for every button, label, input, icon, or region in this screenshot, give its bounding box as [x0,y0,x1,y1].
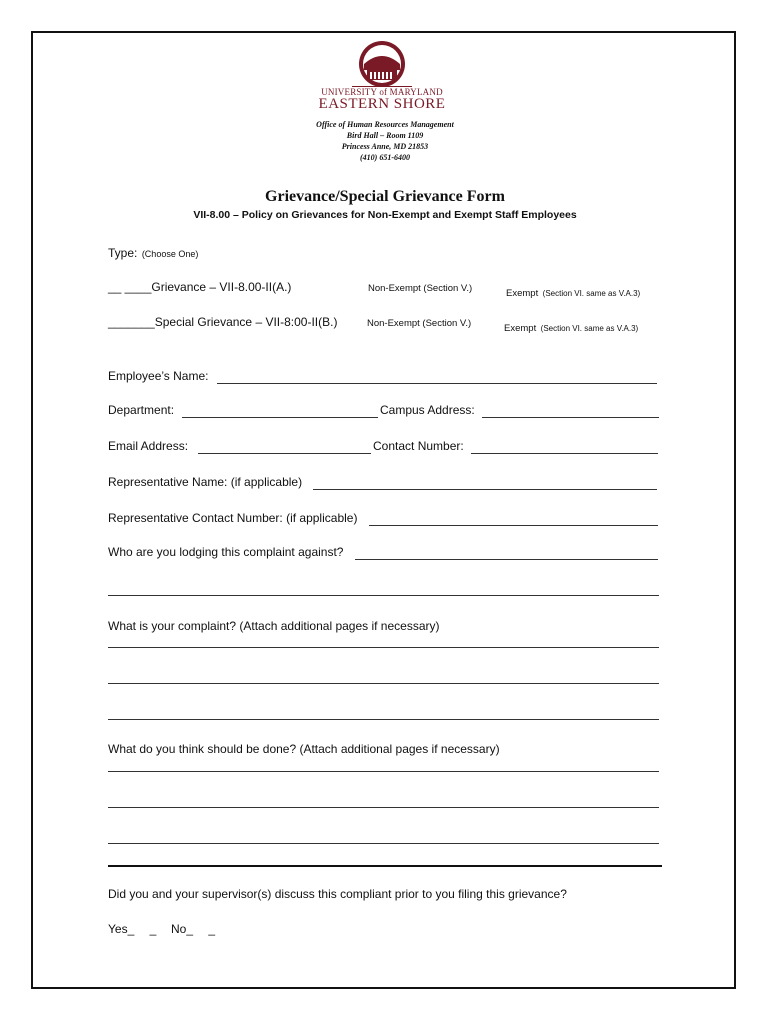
rep-name-field[interactable] [313,489,657,490]
logo-university-text: UNIVERSITY of MARYLAND [321,87,443,97]
form-title: Grievance/Special Grievance Form [265,188,505,205]
special-blank[interactable]: ______ [108,315,149,329]
type-hint: (Choose One) [141,249,199,259]
grievance-label: _Grievance – VII-8.00-II(A.) [144,280,292,294]
contact-number-label: Contact Number: [373,439,464,453]
campus-address-field[interactable] [482,417,659,418]
email-label: Email Address: [108,439,189,453]
against-field-line-2[interactable] [108,595,659,596]
done-field-line-1[interactable] [108,771,659,772]
done-field-line-2[interactable] [108,807,659,808]
discuss-question: Did you and your supervisor(s) discuss this compliant prior to you filing this grievance? [108,887,567,901]
grievance-nonexempt: Non-Exempt (Section V.) [368,283,473,294]
no-blank[interactable]: _ [208,922,216,936]
employee-name-field[interactable] [217,383,657,384]
type-label: Type: [108,246,138,260]
against-field[interactable] [355,559,658,560]
office-name: Office of Human Resources Management [316,120,454,129]
department-field[interactable] [182,417,378,418]
yes-option[interactable] [108,922,156,936]
grievance-exempt-word: Exempt [506,288,539,299]
campus-address-label: Campus Address: [380,403,475,417]
yes-label: Yes_ [108,922,135,936]
section-divider [108,865,662,867]
special-exempt-word: Exempt [504,323,537,334]
complaint-field-line-1[interactable] [108,647,659,648]
grievance-exempt-note: (Section VI. same as V.A.3) [542,289,641,298]
form-subtitle: VII-8.00 – Policy on Grievances for Non-Exempt and Exempt Staff Employees [193,209,577,221]
no-option[interactable] [171,922,215,936]
page-border [31,31,736,989]
university-logo [312,40,452,114]
complaint-label: What is your complaint? (Attach additional pages if necessary) [108,619,440,633]
logo-eastern-shore-text: EASTERN SHORE [318,96,446,112]
special-nonexempt: Non-Exempt (Section V.) [367,318,472,329]
office-city: Princess Anne, MD 21853 [341,142,429,151]
against-label: Who are you lodging this complaint against? [108,545,344,559]
yes-blank[interactable]: _ [149,922,157,936]
rep-contact-label: Representative Contact Number: (if applicable) [108,511,358,525]
grievance-blank[interactable]: __ ___ [108,280,145,294]
complaint-field-line-2[interactable] [108,683,659,684]
dome-building-icon [312,40,452,88]
no-label: No_ [171,922,194,936]
grievance-exempt [506,283,640,301]
office-building: Bird Hall – Room 1109 [346,131,424,140]
special-exempt-note: (Section VI. same as V.A.3) [540,324,639,333]
special-exempt [504,318,638,336]
email-field[interactable] [198,453,371,454]
done-field-line-3[interactable] [108,843,659,844]
contact-number-field[interactable] [471,453,658,454]
type-row [108,244,198,262]
rep-name-label: Representative Name: (if applicable) [108,475,303,489]
special-grievance-option[interactable] [108,315,337,329]
complaint-field-line-3[interactable] [108,719,659,720]
employee-name-label: Employee’s Name: [108,369,209,383]
office-phone: (410) 651-6400 [360,153,410,162]
special-label: _Special Grievance – VII-8:00-II(B.) [148,315,338,329]
done-label: What do you think should be done? (Attach additional pages if necessary) [108,742,500,756]
department-label: Department: [108,403,175,417]
grievance-option[interactable] [108,280,291,294]
rep-contact-field[interactable] [369,525,658,526]
